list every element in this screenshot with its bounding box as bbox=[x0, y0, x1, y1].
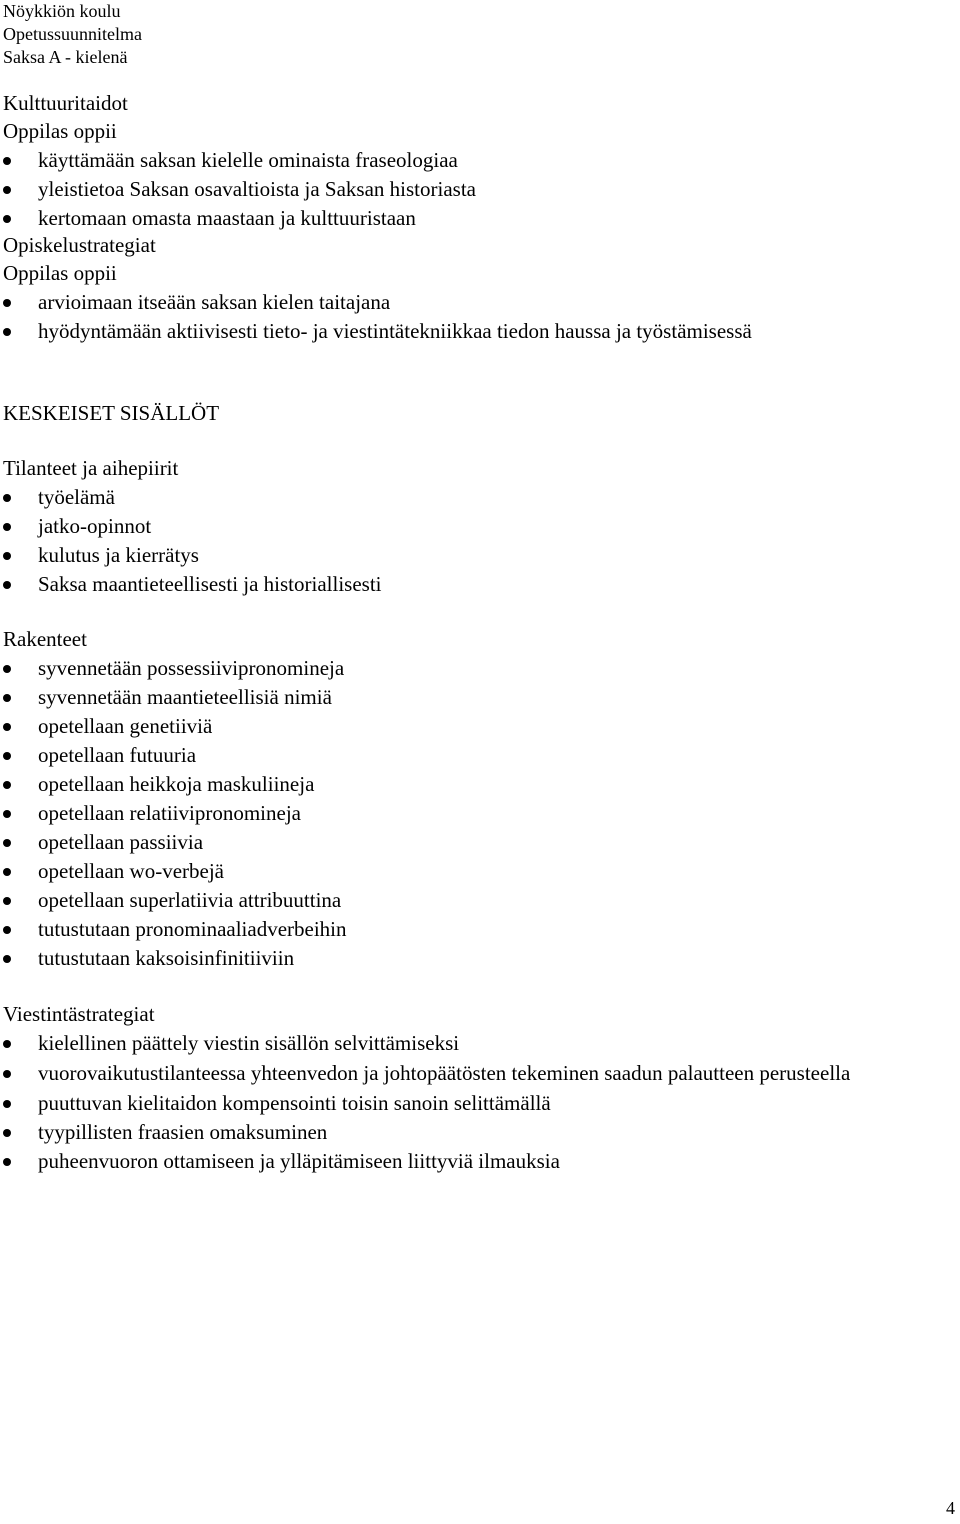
list-item: tyypillisten fraasien omaksuminen bbox=[0, 1118, 858, 1147]
bullet-icon bbox=[3, 723, 11, 731]
document-header bbox=[3, 0, 142, 69]
list-item: jatko-opinnot bbox=[0, 512, 382, 541]
section-heading-viestintastrategiat: Viestintästrategiat bbox=[3, 1002, 155, 1026]
bullet-icon bbox=[3, 494, 11, 502]
list-item: kulutus ja kierrätys bbox=[0, 541, 382, 570]
list-item: kertomaan omasta maastaan ja kulttuuristaan bbox=[0, 204, 476, 233]
bullet-icon bbox=[3, 926, 11, 934]
list-item: opetellaan superlatiivia attribuuttina bbox=[0, 886, 347, 915]
list-item: opetellaan passiivia bbox=[0, 828, 347, 857]
list-item: työelämä bbox=[0, 483, 382, 512]
list-item: puuttuvan kielitaidon kompensointi toisin sanoin selittämällä bbox=[0, 1089, 858, 1118]
bullet-icon bbox=[3, 665, 11, 673]
bullet-icon bbox=[3, 186, 11, 194]
list-item: hyödyntämään aktiivisesti tieto- ja viestintätekniikkaa tiedon haussa ja työstämisessä bbox=[0, 317, 752, 346]
section-heading-tilanteet: Tilanteet ja aihepiirit bbox=[3, 456, 179, 480]
list-item: opetellaan relatiivipronomineja bbox=[0, 799, 347, 828]
main-heading-keskeiset-sisallot: KESKEISET SISÄLLÖT bbox=[3, 401, 220, 425]
bullet-icon bbox=[3, 1070, 11, 1078]
list-item: käyttämään saksan kielelle ominaista fraseologiaa bbox=[0, 146, 476, 175]
list-item: arvioimaan itseään saksan kielen taitajana bbox=[0, 288, 752, 317]
bullet-icon bbox=[3, 1040, 11, 1048]
bullet-icon bbox=[3, 581, 11, 589]
bullet-icon bbox=[3, 1129, 11, 1137]
list-item: syvennetään maantieteellisiä nimiä bbox=[0, 683, 347, 712]
list-item: yleistietoa Saksan osavaltioista ja Saksan historiasta bbox=[0, 175, 476, 204]
bullet-icon bbox=[3, 523, 11, 531]
bullet-icon bbox=[3, 781, 11, 789]
section-lead-kulttuuritaidot: Oppilas oppii bbox=[3, 119, 117, 143]
list-item: Saksa maantieteellisesti ja historiallisesti bbox=[0, 570, 382, 599]
page-number: 4 bbox=[946, 1498, 955, 1518]
list-item: opetellaan heikkoja maskuliineja bbox=[0, 770, 347, 799]
bullet-icon bbox=[3, 752, 11, 760]
list-item: opetellaan futuuria bbox=[0, 741, 347, 770]
list-kulttuuritaidot bbox=[0, 146, 476, 233]
bullet-icon bbox=[3, 1158, 11, 1166]
list-rakenteet bbox=[0, 654, 347, 973]
bullet-icon bbox=[3, 897, 11, 905]
list-item: puheenvuoron ottamiseen ja ylläpitämiseen liittyviä ilmauksia bbox=[0, 1147, 858, 1176]
list-item: opetellaan genetiiviä bbox=[0, 712, 347, 741]
section-lead-opiskelustrategiat: Oppilas oppii bbox=[3, 261, 117, 285]
list-viestintastrategiat bbox=[0, 1029, 858, 1176]
bullet-icon bbox=[3, 299, 11, 307]
bullet-icon bbox=[3, 694, 11, 702]
bullet-icon bbox=[3, 868, 11, 876]
section-heading-rakenteet: Rakenteet bbox=[3, 627, 87, 651]
list-item: kielellinen päättely viestin sisällön selvittämiseksi bbox=[0, 1029, 858, 1058]
list-item: opetellaan wo-verbejä bbox=[0, 857, 347, 886]
section-heading-kulttuuritaidot: Kulttuuritaidot bbox=[3, 91, 128, 115]
subject-name: Saksa A - kielenä bbox=[3, 47, 128, 67]
document-type: Opetussuunnitelma bbox=[3, 24, 142, 44]
list-opiskelustrategiat bbox=[0, 288, 752, 346]
bullet-icon bbox=[3, 157, 11, 165]
bullet-icon bbox=[3, 215, 11, 223]
bullet-icon bbox=[3, 810, 11, 818]
bullet-icon bbox=[3, 839, 11, 847]
school-name: Nöykkiön koulu bbox=[3, 1, 121, 21]
bullet-icon bbox=[3, 955, 11, 963]
list-tilanteet bbox=[0, 483, 382, 599]
bullet-icon bbox=[3, 328, 11, 336]
bullet-icon bbox=[3, 552, 11, 560]
list-item: tutustutaan pronominaaliadverbeihin bbox=[0, 915, 347, 944]
section-heading-opiskelustrategiat: Opiskelustrategiat bbox=[3, 233, 156, 257]
list-item: tutustutaan kaksoisinfinitiiviin bbox=[0, 944, 347, 973]
bullet-icon bbox=[3, 1100, 11, 1108]
list-item: syvennetään possessiivipronomineja bbox=[0, 654, 347, 683]
list-item: vuorovaikutustilanteessa yhteenvedon ja johtopäätösten tekeminen saadun palautteen perusteella bbox=[0, 1059, 858, 1088]
